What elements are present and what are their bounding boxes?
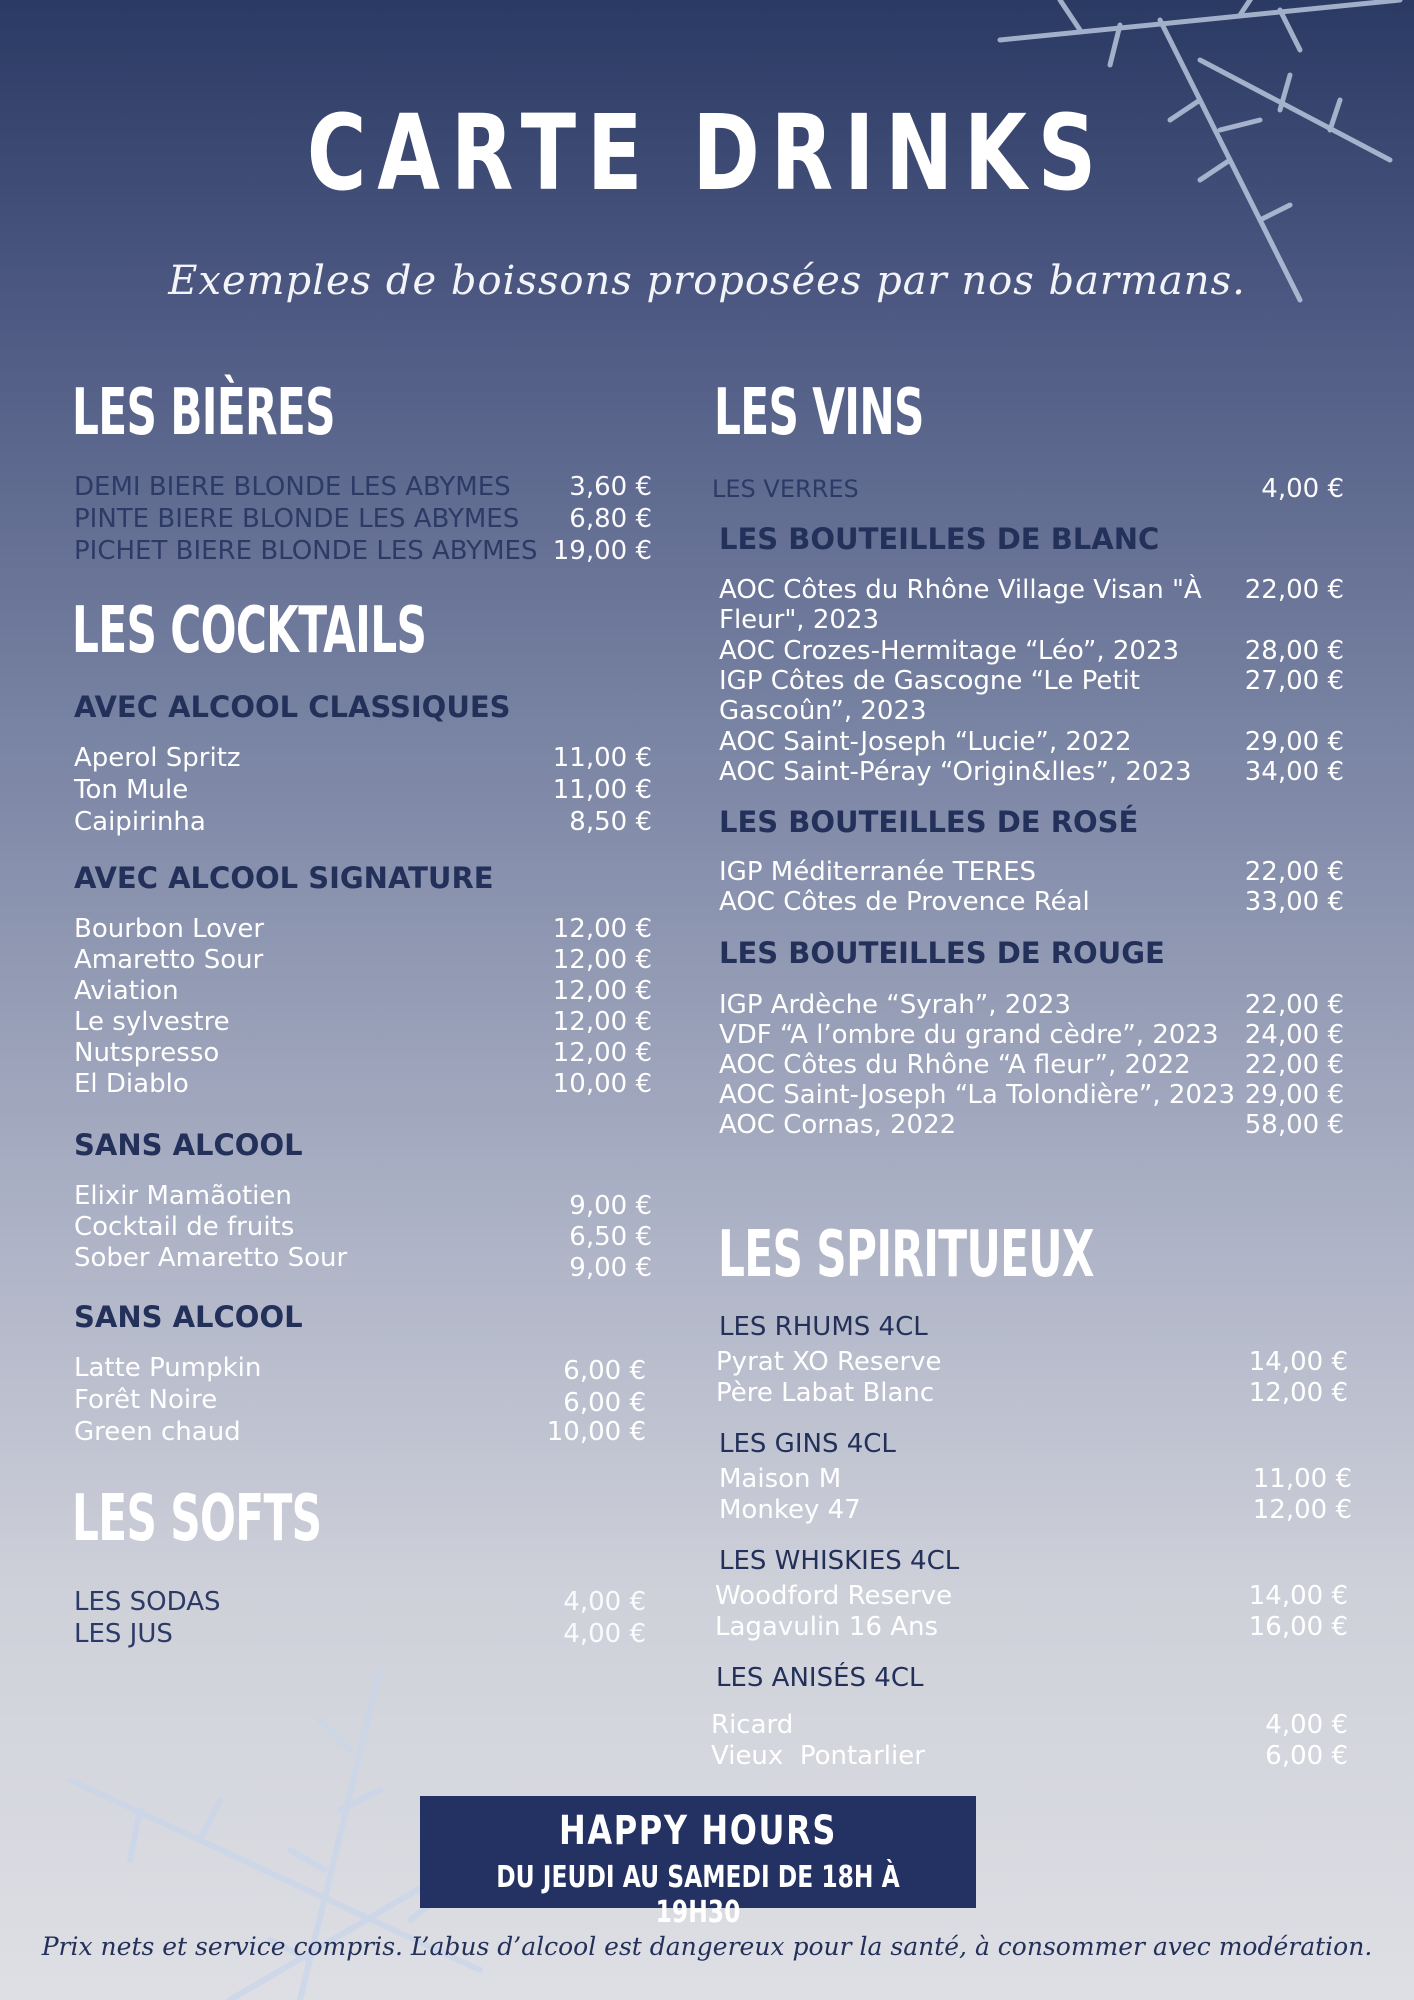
item-price: 22,00 € bbox=[1244, 1050, 1344, 1080]
item-name: Nutspresso bbox=[74, 1038, 220, 1068]
item-name: LES VERRES bbox=[712, 475, 859, 503]
item-name: Elixir Mamãotien bbox=[74, 1181, 292, 1211]
footer-note: Prix nets et service compris. L’abus d’alcool est dangereux pour la santé, à consommer avec modération. bbox=[41, 1932, 1373, 1961]
item-price: 11,00 € bbox=[1252, 1464, 1352, 1494]
item-price: 14,00 € bbox=[1248, 1581, 1348, 1611]
list-item bbox=[74, 1243, 652, 1283]
item-name: LES JUS bbox=[74, 1619, 173, 1649]
item-price: 22,00 € bbox=[1244, 990, 1344, 1020]
item-price: 16,00 € bbox=[1248, 1612, 1348, 1642]
item-name: IGP Ardèche “Syrah”, 2023 bbox=[719, 990, 1071, 1020]
section-title-spiritueux: LES SPIRITUEUX bbox=[718, 1218, 1094, 1292]
page-title: CARTE DRINKS bbox=[306, 92, 1108, 214]
list-item bbox=[74, 504, 652, 535]
item-name: Latte Pumpkin bbox=[74, 1353, 262, 1383]
item-name: Sober Amaretto Sour bbox=[74, 1243, 348, 1273]
subsection-title: LES RHUMS 4CL bbox=[719, 1312, 928, 1342]
list-item bbox=[74, 472, 652, 503]
list-item bbox=[74, 1007, 652, 1038]
list-item bbox=[719, 1464, 1352, 1495]
list-item bbox=[74, 1212, 652, 1252]
item-price: 24,00 € bbox=[1244, 1020, 1344, 1050]
item-price: 14,00 € bbox=[1248, 1347, 1348, 1377]
list-item bbox=[719, 575, 1344, 637]
item-price: 6,50 € bbox=[569, 1222, 652, 1252]
list-item bbox=[74, 976, 652, 1007]
item-name: AOC Saint-Joseph “Lucie”, 2022 bbox=[719, 727, 1132, 757]
item-price: 12,00 € bbox=[552, 945, 652, 975]
item-name: IGP Côtes de Gascogne “Le Petit bbox=[719, 666, 1140, 696]
list-item bbox=[74, 807, 652, 838]
item-price: 4,00 € bbox=[1265, 1710, 1348, 1740]
list-item bbox=[712, 474, 1344, 505]
item-name: Woodford Reserve bbox=[715, 1581, 953, 1611]
happy-hours-banner bbox=[420, 1796, 976, 1930]
section-title-vins: LES VINS bbox=[714, 376, 924, 450]
list-item bbox=[715, 1612, 1348, 1643]
list-item bbox=[711, 1710, 1348, 1741]
item-name: AOC Saint-Joseph “La Tolondière”, 2023 bbox=[719, 1080, 1236, 1110]
item-name: Maison M bbox=[719, 1464, 842, 1494]
item-price: 34,00 € bbox=[1244, 757, 1344, 787]
list-item bbox=[74, 743, 652, 774]
happy-hours-days: DU JEUDI AU SAMEDI DE 18H À 19H30 bbox=[496, 1860, 900, 1930]
list-item bbox=[74, 1353, 646, 1384]
item-name: PICHET BIERE BLONDE LES ABYMES bbox=[74, 536, 538, 566]
item-price: 4,00 € bbox=[563, 1587, 646, 1617]
item-name-line2: Fleur", 2023 bbox=[719, 605, 879, 635]
section-title-cocktails: LES COCKTAILS bbox=[72, 594, 427, 668]
subsection-title: AVEC ALCOOL SIGNATURE bbox=[74, 861, 494, 895]
item-price: 6,00 € bbox=[563, 1356, 646, 1386]
item-price: 12,00 € bbox=[552, 1007, 652, 1037]
item-price: 4,00 € bbox=[1261, 474, 1344, 504]
list-item bbox=[74, 1181, 652, 1221]
item-price: 22,00 € bbox=[1244, 857, 1344, 887]
subsection-title: LES GINS 4CL bbox=[719, 1429, 896, 1459]
item-price: 9,00 € bbox=[569, 1191, 652, 1221]
subsection-title: LES BOUTEILLES DE ROSÉ bbox=[719, 805, 1139, 839]
list-item bbox=[74, 1417, 646, 1448]
item-price: 29,00 € bbox=[1244, 1080, 1344, 1110]
list-item bbox=[719, 727, 1344, 758]
list-item bbox=[719, 666, 1344, 728]
item-price: 19,00 € bbox=[552, 536, 652, 566]
section-title-softs: LES SOFTS bbox=[72, 1482, 322, 1556]
item-price: 58,00 € bbox=[1244, 1110, 1344, 1140]
item-price: 8,50 € bbox=[569, 807, 652, 837]
item-name: AOC Crozes-Hermitage “Léo”, 2023 bbox=[719, 636, 1180, 666]
item-price: 6,00 € bbox=[563, 1388, 646, 1418]
subsection-title: LES BOUTEILLES DE ROUGE bbox=[719, 936, 1165, 970]
subsection-title: SANS ALCOOL bbox=[74, 1300, 303, 1334]
subsection-title: SANS ALCOOL bbox=[74, 1128, 303, 1162]
item-name: El Diablo bbox=[74, 1069, 189, 1099]
subsection-title: LES BOUTEILLES DE BLANC bbox=[719, 522, 1160, 556]
item-name: Forêt Noire bbox=[74, 1385, 218, 1415]
item-price: 11,00 € bbox=[552, 743, 652, 773]
list-item bbox=[719, 757, 1344, 788]
item-price: 6,80 € bbox=[569, 504, 652, 534]
item-price: 22,00 € bbox=[1244, 575, 1344, 605]
item-price: 10,00 € bbox=[552, 1069, 652, 1099]
list-item bbox=[74, 536, 652, 567]
list-item bbox=[716, 1378, 1348, 1409]
item-price: 12,00 € bbox=[552, 914, 652, 944]
item-name: Cocktail de fruits bbox=[74, 1212, 295, 1242]
item-price: 33,00 € bbox=[1244, 887, 1344, 917]
list-item bbox=[74, 1619, 646, 1650]
list-item bbox=[74, 1038, 652, 1069]
item-name: Aviation bbox=[74, 976, 179, 1006]
list-item bbox=[719, 1495, 1352, 1526]
item-name: Ton Mule bbox=[74, 775, 189, 805]
item-name: Aperol Spritz bbox=[74, 743, 241, 773]
item-price: 27,00 € bbox=[1244, 666, 1344, 696]
item-name: PINTE BIERE BLONDE LES ABYMES bbox=[74, 504, 520, 534]
list-item bbox=[719, 990, 1344, 1021]
subsection-title: LES ANISÉS 4CL bbox=[716, 1663, 924, 1693]
item-name: Bourbon Lover bbox=[74, 914, 265, 944]
list-item bbox=[719, 1020, 1344, 1051]
list-item bbox=[716, 1347, 1348, 1378]
item-price: 4,00 € bbox=[563, 1619, 646, 1649]
happy-hours-title: HAPPY HOURS bbox=[558, 1808, 838, 1854]
item-name-line2: Gascoûn”, 2023 bbox=[719, 696, 927, 726]
item-name: Lagavulin 16 Ans bbox=[715, 1612, 939, 1642]
item-price: 10,00 € bbox=[546, 1417, 646, 1447]
list-item bbox=[719, 1050, 1344, 1081]
list-item bbox=[711, 1741, 1348, 1772]
item-name: DEMI BIERE BLONDE LES ABYMES bbox=[74, 472, 511, 502]
item-price: 12,00 € bbox=[552, 1038, 652, 1068]
list-item bbox=[74, 1385, 646, 1416]
item-name: AOC Côtes de Provence Réal bbox=[719, 887, 1090, 917]
item-name: Monkey 47 bbox=[719, 1495, 861, 1525]
item-name: VDF “A l’ombre du grand cèdre”, 2023 bbox=[719, 1020, 1219, 1050]
item-price: 11,00 € bbox=[552, 775, 652, 805]
list-item bbox=[74, 1069, 652, 1100]
item-price: 29,00 € bbox=[1244, 727, 1344, 757]
item-name: AOC Côtes du Rhône Village Visan "À bbox=[719, 575, 1202, 605]
list-item bbox=[74, 775, 652, 806]
item-name: Caipirinha bbox=[74, 807, 206, 837]
subsection-title: AVEC ALCOOL CLASSIQUES bbox=[74, 690, 511, 724]
item-price: 12,00 € bbox=[552, 976, 652, 1006]
list-item bbox=[74, 945, 652, 976]
list-item bbox=[719, 636, 1344, 667]
item-price: 12,00 € bbox=[1248, 1378, 1348, 1408]
item-name: Père Labat Blanc bbox=[716, 1378, 935, 1408]
item-name: LES SODAS bbox=[74, 1587, 221, 1617]
list-item bbox=[74, 1587, 646, 1618]
list-item bbox=[715, 1581, 1348, 1612]
item-price: 9,00 € bbox=[569, 1253, 652, 1283]
item-price: 12,00 € bbox=[1252, 1495, 1352, 1525]
item-price: 3,60 € bbox=[569, 472, 652, 502]
item-name: AOC Cornas, 2022 bbox=[719, 1110, 957, 1140]
item-name: Pyrat XO Reserve bbox=[716, 1347, 942, 1377]
page-subtitle: Exemples de boissons proposées par nos barmans. bbox=[168, 258, 1246, 304]
list-item bbox=[74, 914, 652, 945]
item-price: 28,00 € bbox=[1244, 636, 1344, 666]
list-item bbox=[719, 1080, 1344, 1111]
item-name: Green chaud bbox=[74, 1417, 241, 1447]
item-name: Vieux Pontarlier bbox=[711, 1741, 925, 1771]
item-name: AOC Saint-Péray “Origin&lles”, 2023 bbox=[719, 757, 1192, 787]
item-name: IGP Méditerranée TERES bbox=[719, 857, 1037, 887]
item-name: Amaretto Sour bbox=[74, 945, 264, 975]
section-title-bieres: LES BIÈRES bbox=[72, 376, 335, 450]
list-item bbox=[719, 887, 1344, 918]
list-item bbox=[719, 857, 1344, 888]
item-price: 6,00 € bbox=[1265, 1741, 1348, 1771]
subsection-title: LES WHISKIES 4CL bbox=[719, 1546, 960, 1576]
item-name: AOC Côtes du Rhône “A fleur”, 2022 bbox=[719, 1050, 1191, 1080]
item-name: Le sylvestre bbox=[74, 1007, 230, 1037]
item-name: Ricard bbox=[711, 1710, 794, 1740]
list-item bbox=[719, 1110, 1344, 1141]
